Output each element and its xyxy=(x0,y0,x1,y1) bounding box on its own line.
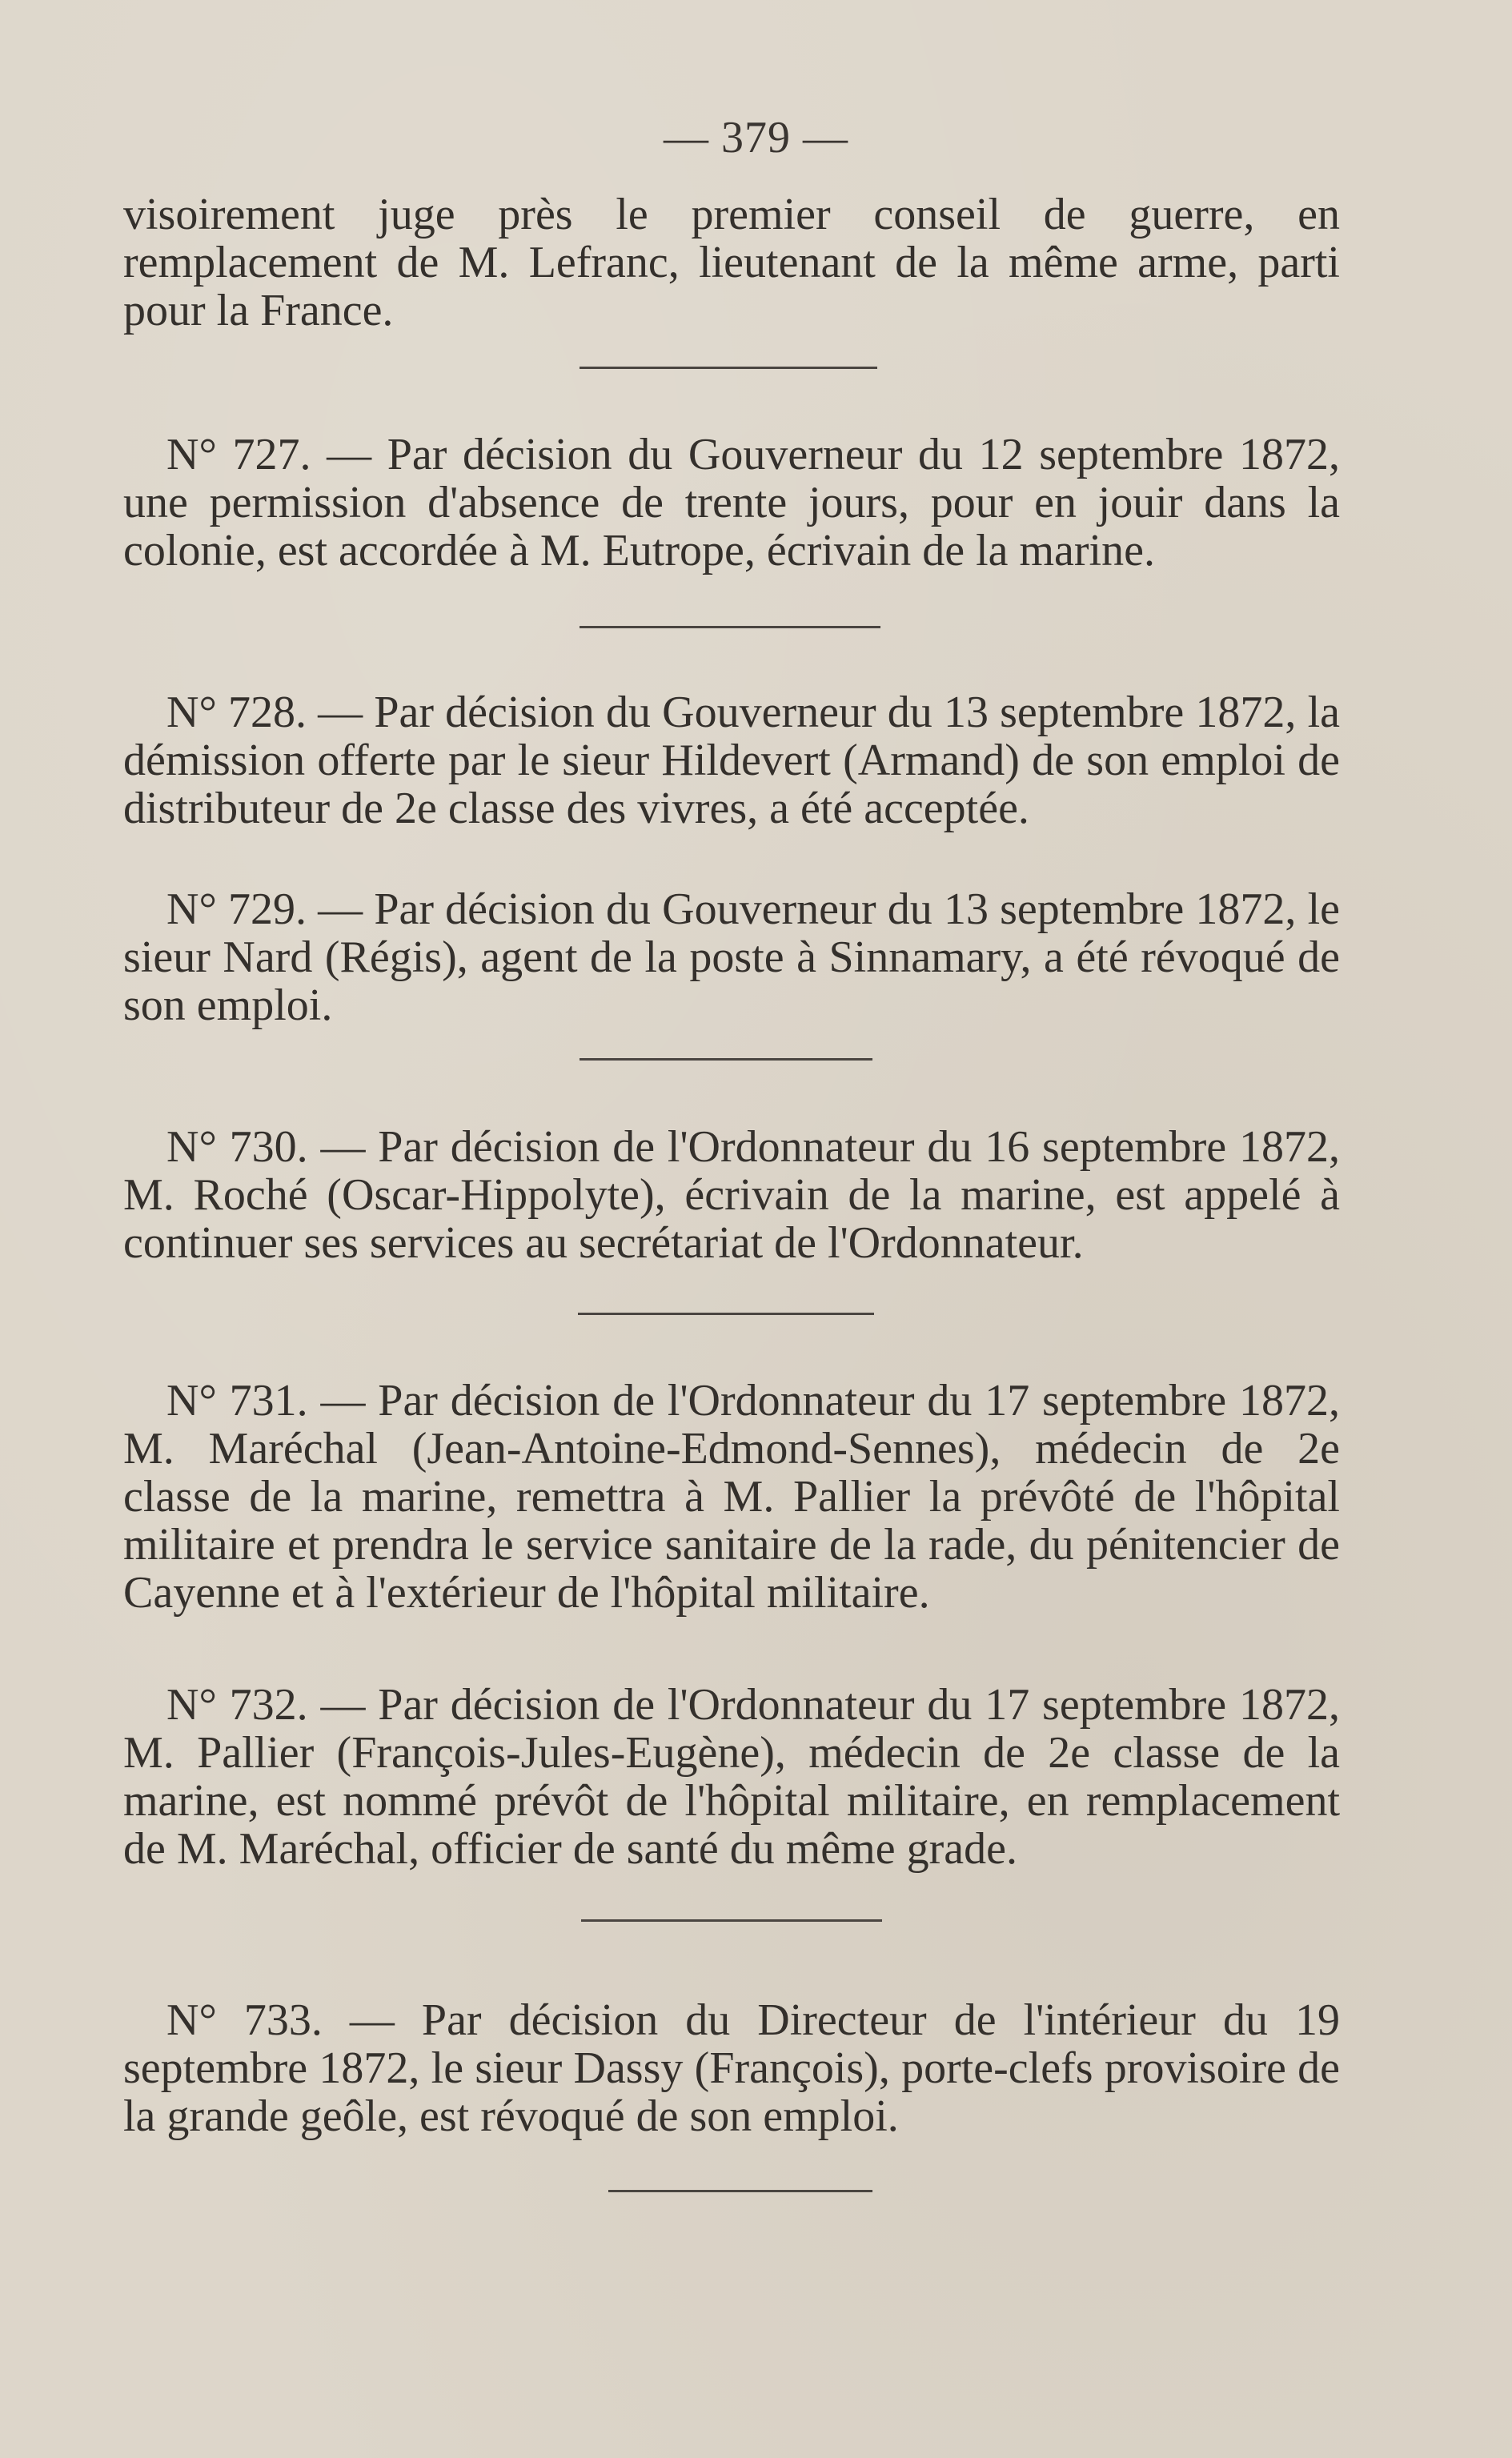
separator-rule xyxy=(580,626,880,628)
decision-733 xyxy=(123,1996,1340,2140)
paragraph-text: N° 730. — Par décision de l'Ordonnateur du 16 septembre 1872, M. Roché (Oscar-Hippolyte), écrivain de la marine, est appelé à continuer ses services au secrétariat de l'Ordonnateur. xyxy=(123,1122,1340,1268)
paragraph-text: N° 732. — Par décision de l'Ordonnateur du 17 septembre 1872, M. Pallier (François-Jules-Eugène), médecin de 2e classe de la marine, est nommé prévôt de l'hôpital militaire, en remplacement de M. Maréchal, officier de santé du même grade. xyxy=(123,1680,1340,1874)
paragraph-continuation xyxy=(123,190,1340,335)
separator-rule xyxy=(580,367,877,369)
separator-rule xyxy=(580,1058,872,1061)
paragraph-text: N° 731. — Par décision de l'Ordonnateur du 17 septembre 1872, M. Maréchal (Jean-Antoine-Edmond-Sennes), médecin de 2e classe de la marine, remettra à M. Pallier la prévôté de l'hôpital militaire et prendra le service sanitaire de la rade, du pénitencier de Cayenne et à l'extérieur de l'hôpital militaire. xyxy=(123,1376,1340,1618)
decision-731 xyxy=(123,1377,1340,1617)
paragraph-text: N° 729. — Par décision du Gouverneur du 13 septembre 1872, le sieur Nard (Régis), agent de la poste à Sinnamary, a été révoqué de son emploi. xyxy=(123,884,1340,1030)
decision-732 xyxy=(123,1681,1340,1873)
paragraph-text: N° 728. — Par décision du Gouverneur du 13 septembre 1872, la démission offerte par le sieur Hildevert (Armand) de son emploi de distributeur de 2e classe des vivres, a été acceptée. xyxy=(123,688,1340,833)
decision-729 xyxy=(123,885,1340,1029)
decision-730 xyxy=(123,1123,1340,1267)
paragraph-text: visoirement juge près le premier conseil de guerre, en remplacement de M. Lefranc, lieutenant de la même arme, parti pour la France. xyxy=(123,190,1340,335)
paragraph-text: N° 733. — Par décision du Directeur de l'intérieur du 19 septembre 1872, le sieur Dassy (François), porte-clefs provisoire de la grande geôle, est révoqué de son emploi. xyxy=(123,1995,1340,2141)
decision-727 xyxy=(123,431,1340,575)
separator-rule xyxy=(581,1919,882,1922)
paragraph-text: N° 727. — Par décision du Gouverneur du 12 septembre 1872, une permission d'absence de trente jours, pour en jouir dans la colonie, est accordée à M. Eutrope, écrivain de la marine. xyxy=(123,430,1340,575)
separator-rule xyxy=(608,2190,872,2192)
separator-rule xyxy=(578,1313,874,1315)
decision-728 xyxy=(123,688,1340,832)
page-number: — 379 — xyxy=(664,113,848,162)
